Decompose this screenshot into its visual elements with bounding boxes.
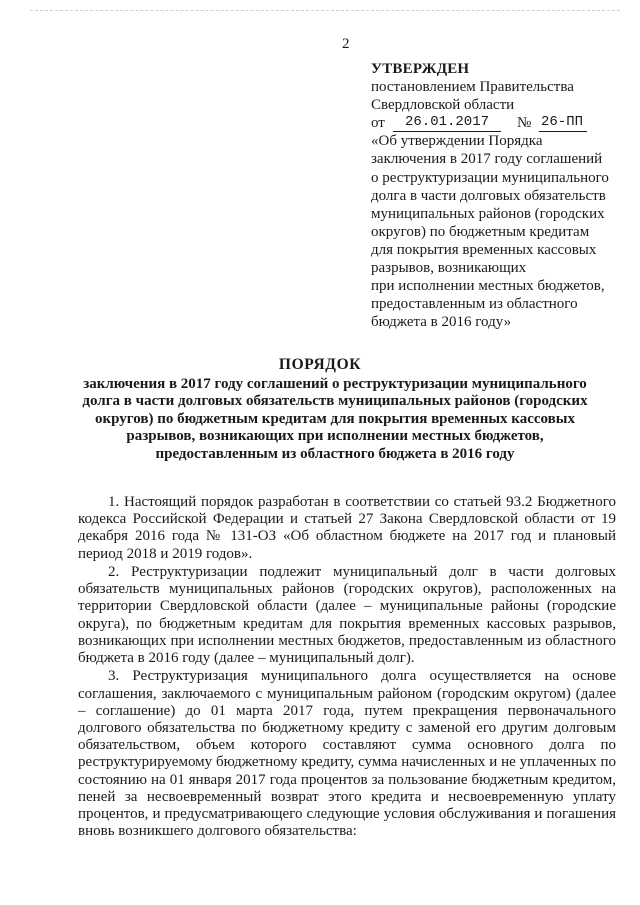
approval-line-1: постановлением Правительства: [371, 79, 574, 96]
order-subtitle-line: предоставленным из областного бюджета в 2016 году: [155, 445, 515, 462]
paragraph-1: 1. Настоящий порядок разработан в соответствии со статьей 93.2 Бюджетного кодекса Российской Федерации и статьей 27 Закона Свердловской области от 19 декабря 2016 года № 131-ОЗ «Об областном бюджете на 2017 год и плановый период 2018 и 2019 годов».: [78, 494, 616, 562]
order-title: ПОРЯДОК: [278, 356, 362, 373]
approval-title-line: муниципальных районов (городских: [371, 205, 605, 222]
approval-date: 26.01.2017: [393, 114, 501, 132]
scan-top-edge: [30, 10, 620, 11]
approval-title-line: разрывов, возникающих: [371, 260, 527, 277]
page-number: 2: [342, 36, 350, 52]
order-subtitle-line: заключения в 2017 году соглашений о реструктуризации муниципального: [83, 376, 587, 392]
approval-heading: УТВЕРЖДЕН: [371, 61, 470, 77]
approval-date-line: [371, 114, 633, 132]
order-subtitle-line: разрывов, возникающих при исполнении местных бюджетов,: [126, 428, 544, 445]
approval-title-line: при исполнении местных бюджетов,: [371, 278, 605, 295]
date-prefix: от: [371, 115, 385, 132]
approval-line-2: Свердловской области: [371, 97, 515, 114]
approval-number: 26-ПП: [539, 114, 587, 132]
approval-title-line: бюджета в 2016 году»: [371, 314, 512, 331]
order-subtitle-line: округов) по бюджетным кредитам для покрытия временных кассовых: [95, 410, 575, 427]
number-sign: №: [517, 115, 532, 132]
approval-title-line: о реструктуризации муниципального: [371, 169, 609, 186]
approval-title-line: для покрытия временных кассовых: [371, 241, 597, 258]
order-subtitle: [70, 376, 600, 463]
approval-title-line: долга в части долговых обязательств: [371, 187, 606, 204]
paragraph-2: 2. Реструктуризации подлежит муниципальный долг в части долговых обязательств муниципальных районов (городских округов), расположенных на территории Свердловской области (далее – муниципальные районы (городские округа), по бюджетным кредитам для покрытия временных кассовых разрывов, возникающих при исполнении местных бюджетов, предоставленным из областного бюджета в 2016 году (далее – муниципальный долг).: [78, 564, 616, 667]
approval-title-line: заключения в 2017 году соглашений: [371, 151, 603, 168]
approval-title-line: округов) по бюджетным кредитам: [371, 223, 590, 240]
document-body: [78, 494, 616, 842]
paragraph-3: 3. Реструктуризация муниципального долга осуществляется на основе соглашения, заключаемого с муниципальным районом (городским округом) (далее – соглашение) до 01 марта 2017 года, путем прекращения первоначального долгового обязательства по бюджетному кредиту с заменой его другим долговым обязательством, объем которого составляют сумма основного долга по реструктурируемому бюджетному кредиту, сумма начисленных и не уплаченных по состоянию на 01 января 2017 года процентов за пользование бюджетным кредитом, пеней за несвоевременный возврат этого кредита и несвоевременную уплату процентов, и предусматривающего следующие условия обслуживания и погашения вновь возникшего долгового обязательства:: [78, 668, 616, 840]
approval-title-line: «Об утверждении Порядка: [371, 133, 543, 150]
approval-title-line: предоставленным из областного: [371, 296, 578, 313]
order-subtitle-line: долга в части долговых обязательств муниципальных районов (городских: [82, 393, 588, 410]
approval-block: [371, 60, 633, 331]
